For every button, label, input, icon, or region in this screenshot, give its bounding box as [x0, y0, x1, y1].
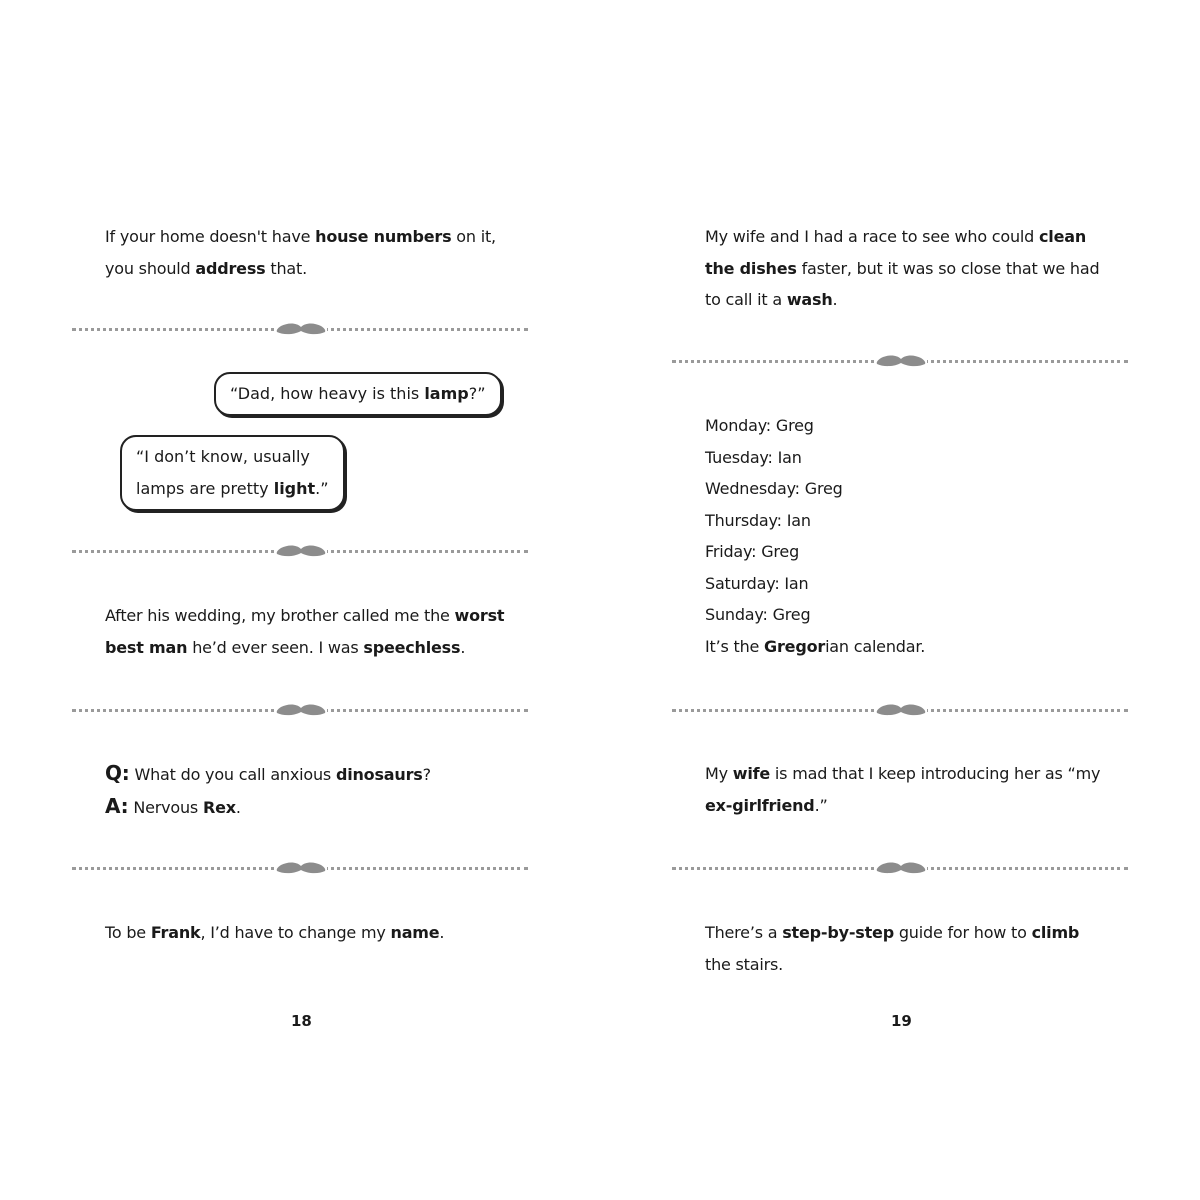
- day-line: Thursday: Ian: [705, 510, 811, 530]
- joke-best-man: After his wedding, my brother called me the worst best man he’d ever seen. I was speechless.: [105, 606, 505, 657]
- day-line: Tuesday: Ian: [705, 447, 802, 467]
- joke-dishes: My wife and I had a race to see who could clean the dishes faster, but it was so close that we had to call it a wash.: [705, 227, 1100, 309]
- joke-gregorian: Monday: Greg Tuesday: Ian Wednesday: Greg Thursday: Ian Friday: Greg Saturday: Ian Sunday: Greg It’s the Gregorian calendar.: [705, 410, 925, 662]
- mustache-icon: [875, 859, 927, 879]
- speech-bubble-question: “Dad, how heavy is this lamp?”: [214, 372, 502, 416]
- joke-dinosaurs: Q: What do you call anxious dinosaurs? A: Nervous Rex.: [105, 761, 431, 818]
- mustache-icon: [275, 701, 327, 721]
- mustache-icon: [275, 859, 327, 879]
- mustache-icon: [875, 701, 927, 721]
- divider: [672, 862, 1128, 876]
- divider: [672, 704, 1128, 718]
- divider: [672, 355, 1128, 369]
- divider: [72, 323, 528, 337]
- day-line: Wednesday: Greg: [705, 479, 843, 498]
- day-line: Sunday: Greg: [705, 605, 811, 624]
- day-line: Monday: Greg: [705, 416, 814, 435]
- divider: [72, 545, 528, 559]
- joke-ex-girlfriend: My wife is mad that I keep introducing her as “my ex-girlfriend.”: [705, 764, 1101, 815]
- mustache-icon: [875, 352, 927, 372]
- speech-bubble-answer: “I don’t know, usually lamps are pretty light.”: [120, 435, 345, 511]
- mustache-icon: [275, 542, 327, 562]
- day-line: Friday: Greg: [705, 542, 800, 561]
- page-number: 19: [891, 1012, 912, 1030]
- joke-stairs: There’s a step-by-step guide for how to climb the stairs.: [705, 923, 1080, 974]
- mustache-icon: [275, 320, 327, 340]
- right-page: [600, 0, 1200, 1200]
- joke-house-numbers: If your home doesn't have house numbers on it, you should address that.: [105, 227, 496, 278]
- divider: [72, 704, 528, 718]
- day-line: Saturday: Ian: [705, 573, 809, 593]
- joke-frank: To be Frank, I’d have to change my name.: [105, 923, 445, 942]
- divider: [72, 862, 528, 876]
- page-number: 18: [291, 1012, 312, 1030]
